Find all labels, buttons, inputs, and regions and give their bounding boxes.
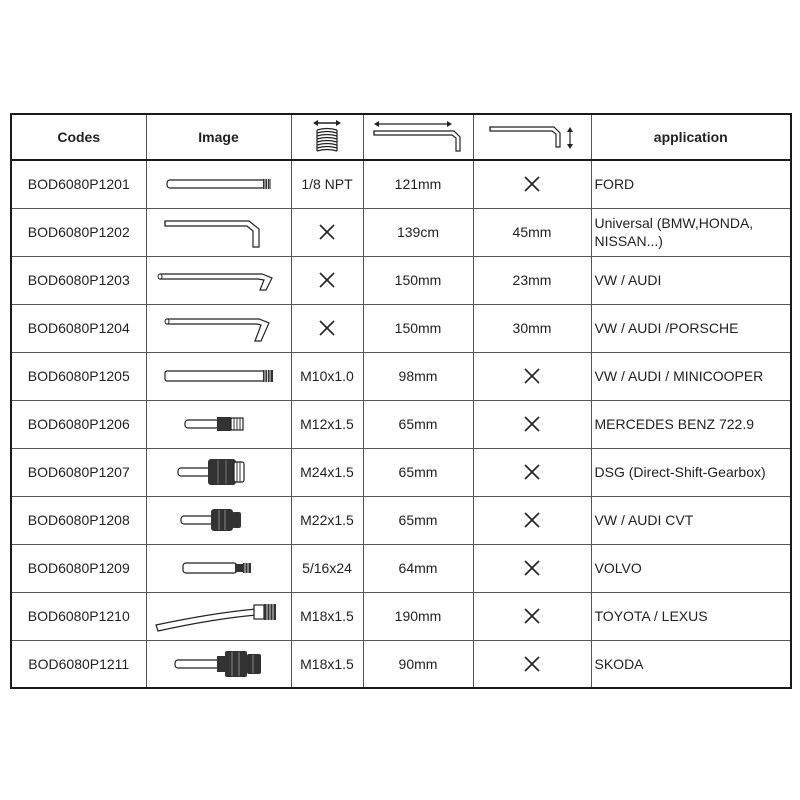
thread-size: M24x1.5 xyxy=(291,448,363,496)
bend-height xyxy=(473,592,591,640)
thread-size: M18x1.5 xyxy=(291,592,363,640)
product-code: BOD6080P1209 xyxy=(11,544,146,592)
length: 65mm xyxy=(363,400,473,448)
part-image xyxy=(146,592,291,640)
not-applicable-icon xyxy=(522,510,542,530)
length-icon xyxy=(370,119,466,155)
bend-height xyxy=(473,544,591,592)
image-header: Image xyxy=(146,114,291,160)
not-applicable-icon xyxy=(522,366,542,386)
length: 65mm xyxy=(363,496,473,544)
thread-size xyxy=(291,208,363,256)
not-applicable-icon xyxy=(522,558,542,578)
part-image xyxy=(146,448,291,496)
product-code: BOD6080P1203 xyxy=(11,256,146,304)
table-row xyxy=(11,496,791,544)
bent-tube-short-tip-image xyxy=(154,268,284,292)
not-applicable-icon xyxy=(522,414,542,434)
bend-height xyxy=(473,400,591,448)
application: MERCEDES BENZ 722.9 xyxy=(591,400,791,448)
length: 64mm xyxy=(363,544,473,592)
product-code: BOD6080P1207 xyxy=(11,448,146,496)
length-header xyxy=(363,114,473,160)
length: 190mm xyxy=(363,592,473,640)
application: VW / AUDI /PORSCHE xyxy=(591,304,791,352)
product-code: BOD6080P1204 xyxy=(11,304,146,352)
not-applicable-icon xyxy=(522,462,542,482)
length: 90mm xyxy=(363,640,473,688)
bend-height: 23mm xyxy=(473,256,591,304)
bent-tube-image xyxy=(159,215,279,249)
length: 65mm xyxy=(363,448,473,496)
table-row xyxy=(11,592,791,640)
part-image xyxy=(146,208,291,256)
table-row xyxy=(11,304,791,352)
length: 150mm xyxy=(363,256,473,304)
application-header: application xyxy=(591,114,791,160)
table-row xyxy=(11,208,791,256)
bend-height-icon xyxy=(482,119,582,155)
thread-size: M18x1.5 xyxy=(291,640,363,688)
table-row xyxy=(11,352,791,400)
length: 121mm xyxy=(363,160,473,208)
not-applicable-icon xyxy=(317,222,337,242)
thread-size xyxy=(291,256,363,304)
application: VW / AUDI / MINICOOPER xyxy=(591,352,791,400)
stepped-adapter-image xyxy=(169,646,269,682)
part-image xyxy=(146,256,291,304)
straight-threaded-tube-image xyxy=(159,174,279,194)
table-row xyxy=(11,544,791,592)
application: VW / AUDI CVT xyxy=(591,496,791,544)
product-code: BOD6080P1210 xyxy=(11,592,146,640)
product-code: BOD6080P1206 xyxy=(11,400,146,448)
spec-table xyxy=(10,113,792,689)
not-applicable-icon xyxy=(317,270,337,290)
product-code: BOD6080P1208 xyxy=(11,496,146,544)
bend-height: 45mm xyxy=(473,208,591,256)
straight-threaded-tube-long-image xyxy=(157,366,281,386)
application: VW / AUDI xyxy=(591,256,791,304)
thread-size-icon xyxy=(312,119,342,155)
codes-header: Codes xyxy=(11,114,146,160)
application: SKODA xyxy=(591,640,791,688)
application: Universal (BMW,HONDA, NISSAN...) xyxy=(591,208,791,256)
table-row xyxy=(11,160,791,208)
table-row xyxy=(11,640,791,688)
table-row xyxy=(11,448,791,496)
application: FORD xyxy=(591,160,791,208)
part-image xyxy=(146,304,291,352)
product-code: BOD6080P1211 xyxy=(11,640,146,688)
not-applicable-icon xyxy=(317,318,337,338)
length: 150mm xyxy=(363,304,473,352)
thread-size: 5/16x24 xyxy=(291,544,363,592)
height-header xyxy=(473,114,591,160)
header-row xyxy=(11,114,791,160)
short-adapter-image xyxy=(179,412,259,436)
bend-height: 30mm xyxy=(473,304,591,352)
part-image xyxy=(146,352,291,400)
product-code: BOD6080P1205 xyxy=(11,352,146,400)
application: VOLVO xyxy=(591,544,791,592)
table-row xyxy=(11,256,791,304)
product-code: BOD6080P1201 xyxy=(11,160,146,208)
large-nut-adapter-image xyxy=(174,455,264,489)
not-applicable-icon xyxy=(522,606,542,626)
part-image xyxy=(146,400,291,448)
curved-hose-adapter-image xyxy=(152,599,286,633)
part-image xyxy=(146,640,291,688)
application: TOYOTA / LEXUS xyxy=(591,592,791,640)
thread-size: M12x1.5 xyxy=(291,400,363,448)
bend-height xyxy=(473,160,591,208)
thread-size: M22x1.5 xyxy=(291,496,363,544)
product-code: BOD6080P1202 xyxy=(11,208,146,256)
length: 98mm xyxy=(363,352,473,400)
bend-height xyxy=(473,448,591,496)
part-image xyxy=(146,160,291,208)
thread-size: M10x1.0 xyxy=(291,352,363,400)
small-threaded-adapter-image xyxy=(177,558,261,578)
part-image xyxy=(146,496,291,544)
bend-height xyxy=(473,640,591,688)
not-applicable-icon xyxy=(522,654,542,674)
table-row xyxy=(11,400,791,448)
part-image xyxy=(146,544,291,592)
thread-header xyxy=(291,114,363,160)
length: 139cm xyxy=(363,208,473,256)
not-applicable-icon xyxy=(522,174,542,194)
application: DSG (Direct-Shift-Gearbox) xyxy=(591,448,791,496)
thread-size: 1/8 NPT xyxy=(291,160,363,208)
bend-height xyxy=(473,496,591,544)
nut-adapter-image xyxy=(177,505,261,535)
bent-tube-angled-tip-image xyxy=(159,313,279,343)
bend-height xyxy=(473,352,591,400)
thread-size xyxy=(291,304,363,352)
